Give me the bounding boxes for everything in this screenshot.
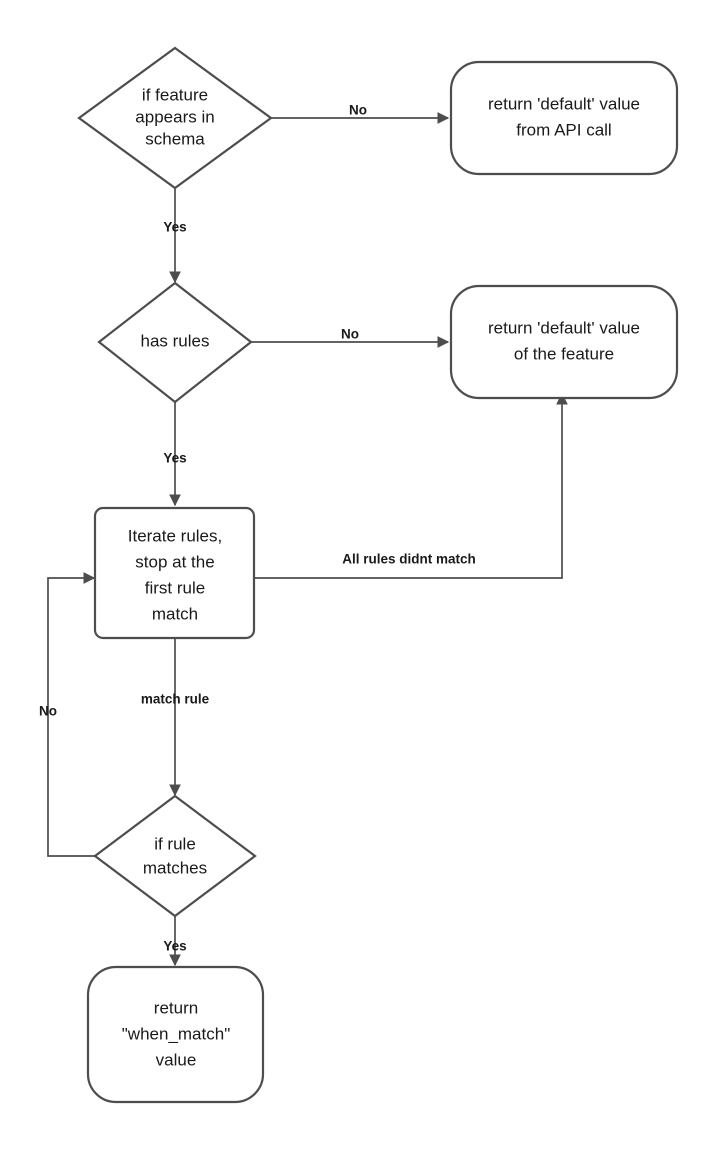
edge-rule-matches-to-when-match: [163, 916, 186, 965]
node-label-line: Iterate rules,: [127, 526, 223, 546]
edge-has-rules-to-iterate: [163, 402, 186, 505]
edge-label: No: [341, 326, 359, 342]
node-label-line: return 'default' value: [487, 318, 641, 338]
node-label-line: stop at the: [135, 552, 215, 572]
edge-label: No: [39, 703, 57, 719]
edge-has-rules-to-default: [251, 327, 448, 342]
node-default-of-feature[interactable]: [451, 286, 677, 398]
node-label-line: return 'default' value: [487, 94, 641, 114]
edge-label: No: [349, 102, 367, 118]
edge-schema-to-has-rules: [163, 188, 186, 282]
edge-label: All rules didnt match: [342, 551, 476, 567]
edge-label: Yes: [163, 938, 187, 954]
node-label-line: "when_match": [121, 1024, 231, 1044]
edge-iterate-to-rule-matches: [141, 638, 210, 795]
node-label-line: return: [153, 998, 199, 1018]
node-label-line: from API call: [516, 120, 612, 140]
node-label-line: appears in: [135, 107, 215, 127]
edge-label: Yes: [163, 219, 187, 235]
node-label-line: matches: [142, 858, 208, 878]
node-schema-check[interactable]: [79, 48, 271, 188]
node-label-line: match: [151, 604, 199, 624]
node-rule-matches[interactable]: [95, 796, 255, 916]
node-label-line: if rule: [154, 834, 196, 854]
node-label-line: if feature: [141, 85, 209, 105]
node-iterate-rules[interactable]: [95, 508, 254, 638]
node-label-line: has rules: [140, 331, 210, 351]
edge-label: Yes: [163, 450, 187, 466]
edge-rule-matches-to-iterate: [39, 578, 96, 856]
node-label-line: schema: [145, 129, 205, 149]
node-default-from-api[interactable]: [451, 62, 677, 174]
edge-label: match rule: [140, 691, 210, 707]
node-when-match-value[interactable]: [88, 967, 263, 1102]
edge-schema-to-api: [271, 103, 448, 118]
node-has-rules[interactable]: [99, 283, 251, 402]
edge-iterate-to-default: [254, 394, 562, 578]
node-label-line: of the feature: [513, 344, 615, 364]
node-label-line: first rule: [144, 578, 206, 598]
node-label-line: value: [155, 1050, 197, 1070]
